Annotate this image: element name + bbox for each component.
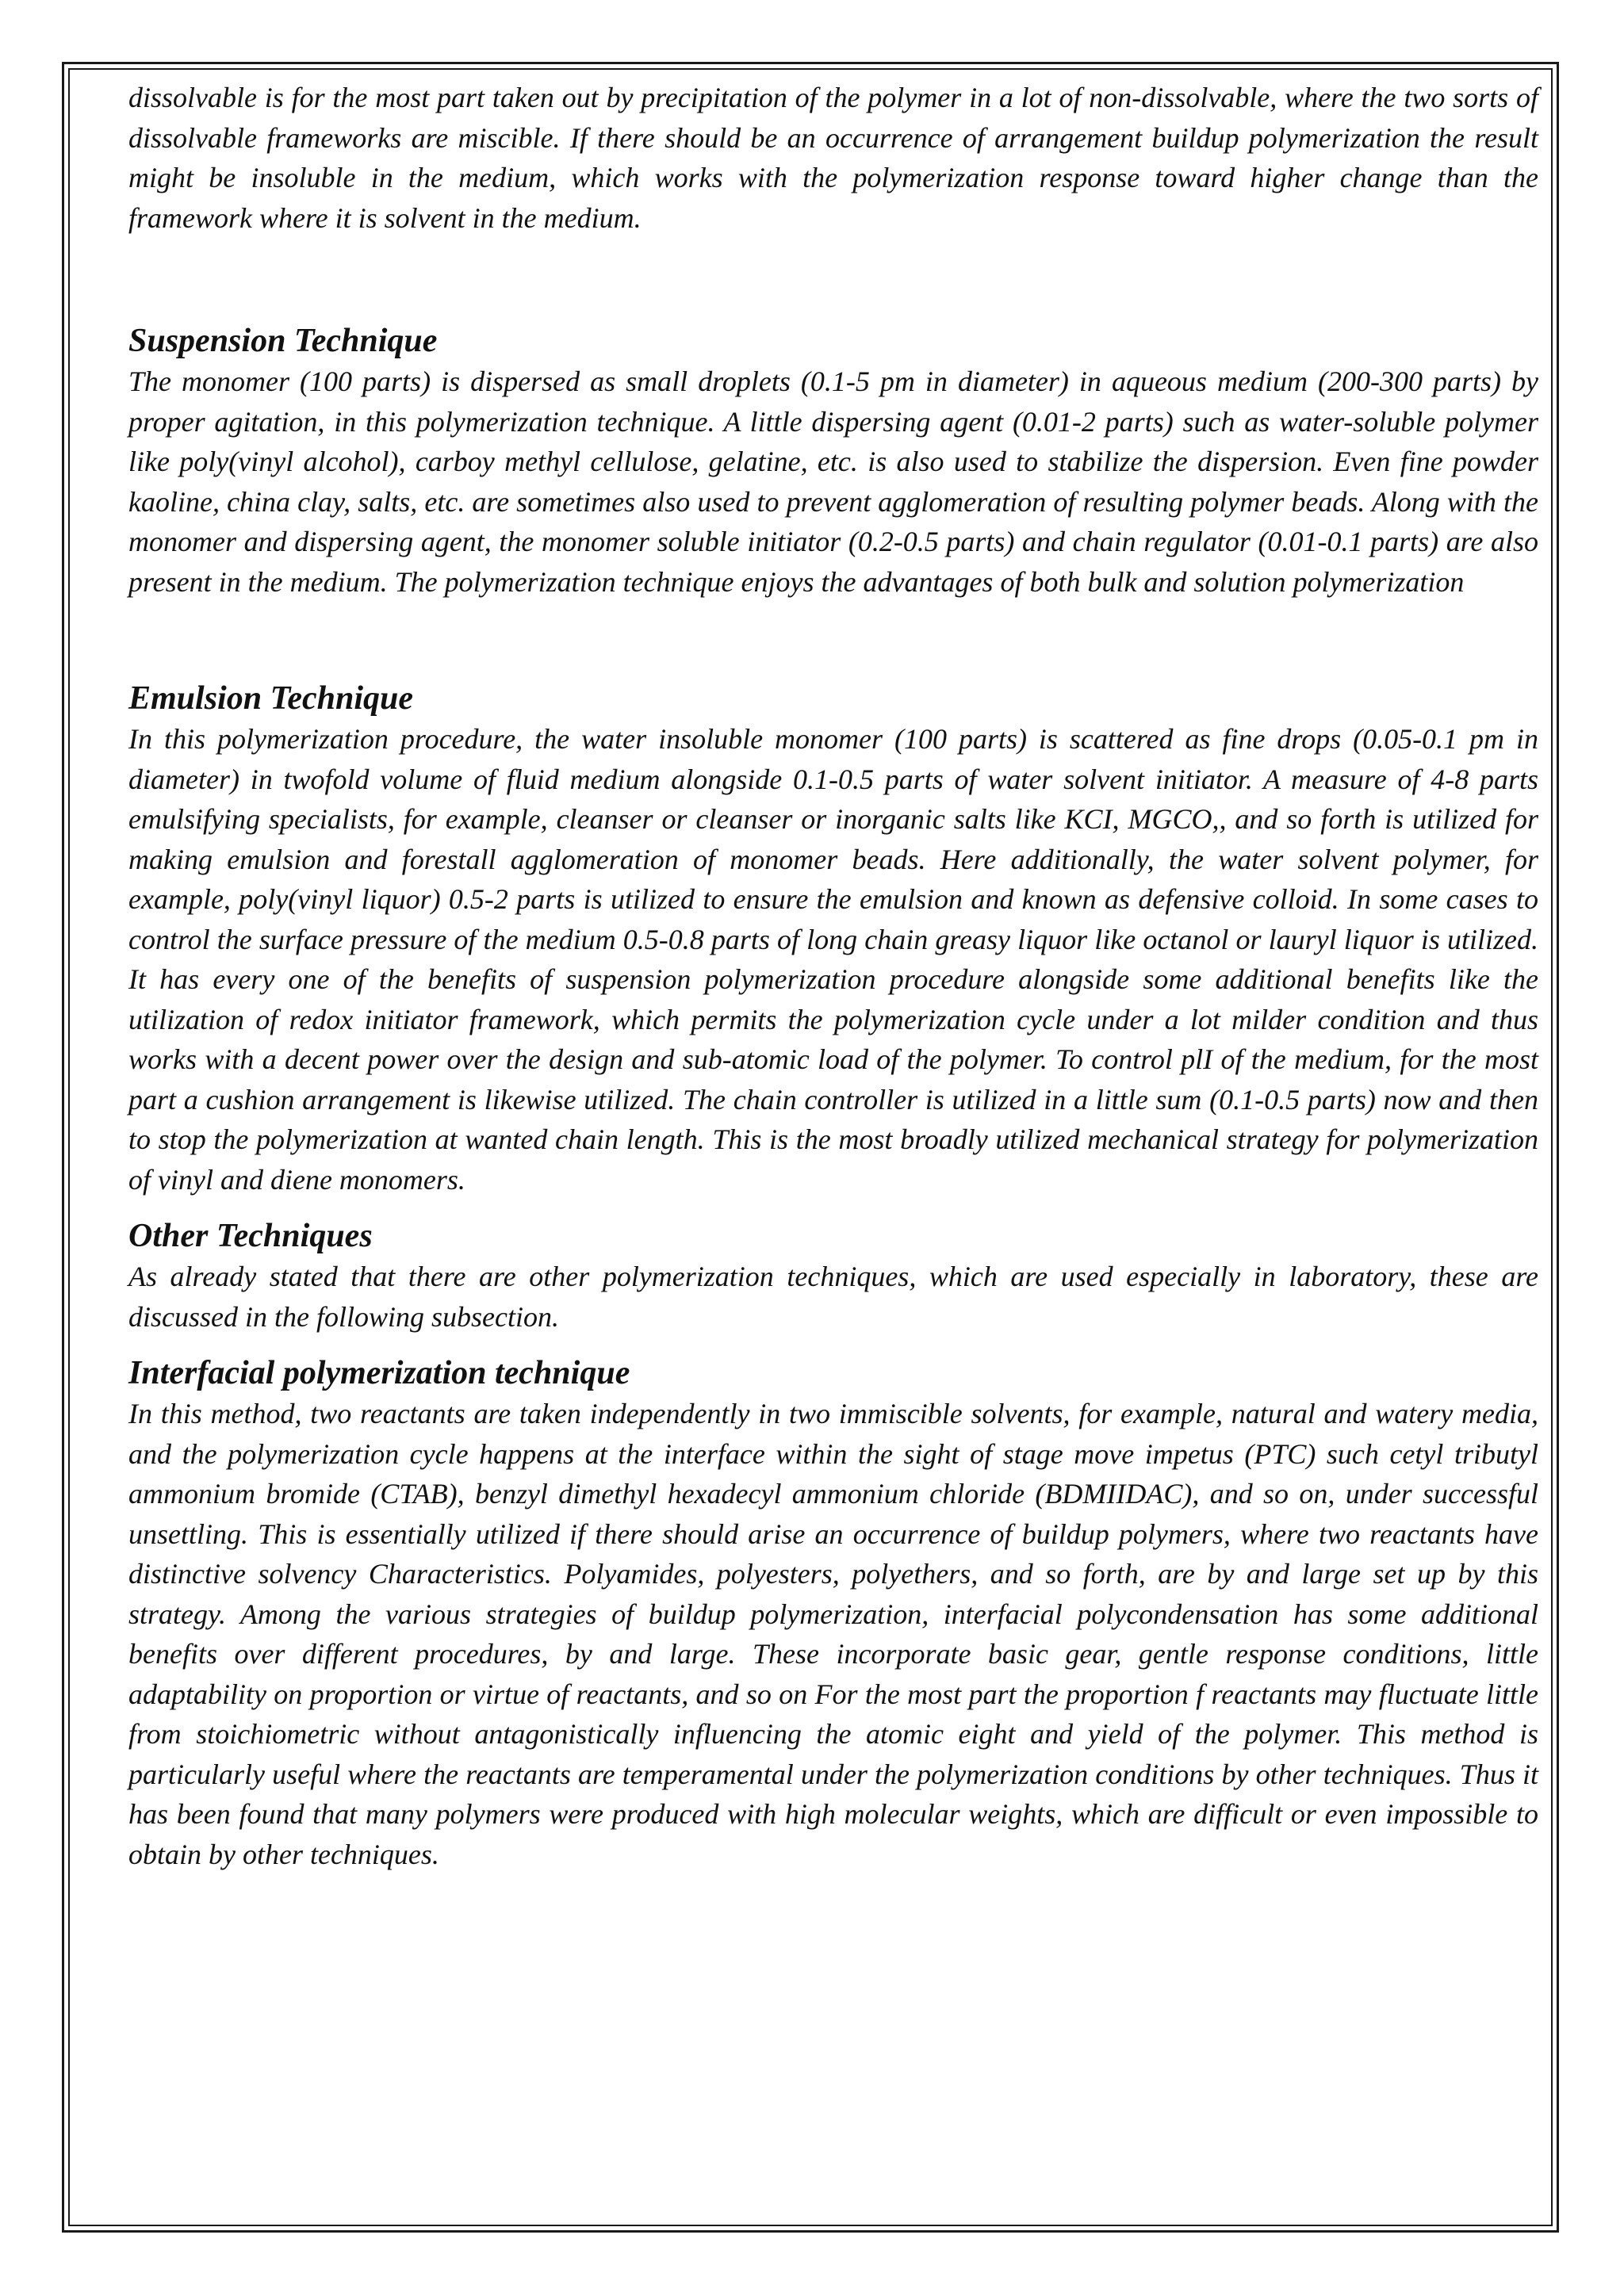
emulsion-technique-heading: Emulsion Technique [128,680,414,717]
interfacial-polymerization-heading: Interfacial polymerization technique [128,1355,630,1391]
document-body [128,78,1538,1874]
other-techniques-paragraph: As already stated that there are other polymerization techniques, which are used especially in laboratory, these are discussed in the following subsection. [128,1261,1538,1333]
intro-paragraph: dissolvable is for the most part taken out by precipitation of the polymer in a lot of non-dissolvable, where the two sorts of dissolvable frameworks are miscible. If there should be an occurrence of arrangement buildup polymerization the result might be insoluble in the medium, which works with the polymerization response toward higher change than the framework where it is solvent in the medium. [128,82,1538,234]
other-techniques-heading: Other Techniques [128,1218,373,1254]
suspension-technique-paragraph: The monomer (100 parts) is dispersed as small droplets (0.1-5 pm in diameter) in aqueous medium (200-300 parts) by proper agitation, in this polymerization technique. A little dispersing agent (0.01-2 parts) such as water-soluble polymer like poly(vinyl alcohol), carboy methyl cellulose, gelatine, etc. is also used to stabilize the dispersion. Even fine powder kaoline, china clay, salts, etc. are sometimes also used to prevent agglomeration of resulting polymer beads. Along with the monomer and dispersing agent, the monomer soluble initiator (0.2-0.5 parts) and chain regulator (0.01-0.1 parts) are also present in the medium. The polymerization technique enjoys the advantages of both bulk and solution polymerization [128,365,1538,598]
emulsion-technique-paragraph: In this polymerization procedure, the water insoluble monomer (100 parts) is scattered as fine drops (0.05-0.1 pm in diameter) in twofold volume of fluid medium alongside 0.1-0.5 parts of water solvent initiator. A measure of 4-8 parts emulsifying specialists, for example, cleanser or cleanser or inorganic salts like KCI, MGCO,, and so forth is utilized for making emulsion and forestall agglomeration of monomer beads. Here additionally, the water solvent polymer, for example, poly(vinyl liquor) 0.5-2 parts is utilized to ensure the emulsion and known as defensive colloid. In some cases to control the surface pressure of the medium 0.5-0.8 parts of long chain greasy liquor like octanol or lauryl liquor is utilized. It has every one of the benefits of suspension polymerization procedure alongside some additional benefits like the utilization of redox initiator framework, which permits the polymerization cycle under a lot milder condition and thus works with a decent power over the design and sub-atomic load of the polymer. To control plI of the medium, for the most part a cushion arrangement is likewise utilized. The chain controller is utilized in a little sum (0.1-0.5 parts) now and then to stop the polymerization at wanted chain length. This is the most broadly utilized mechanical strategy for polymerization of vinyl and diene monomers. [128,723,1538,1196]
interfacial-polymerization-paragraph: In this method, two reactants are taken independently in two immiscible solvents, for example, natural and watery media, and the polymerization cycle happens at the interface within the sight of stage move impetus (PTC) such cetyl tributyl ammonium bromide (CTAB), benzyl dimethyl hexadecyl ammonium chloride (BDMIIDAC), and so on, under successful unsettling. This is essentially utilized if there should arise an occurrence of buildup polymers, where two reactants have distinctive solvency Characteristics. Polyamides, polyesters, polyethers, and so forth, are by and large set up by this strategy. Among the various strategies of buildup polymerization, interfacial polycondensation has some additional benefits over different procedures, by and large. These incorporate basic gear, gentle response conditions, little adaptability on proportion or virtue of reactants, and so on For the most part the proportion f reactants may fluctuate little from stoichiometric without antagonistically influencing the atomic eight and yield of the polymer. This method is particularly useful where the reactants are temperamental under the polymerization conditions by other techniques. Thus it has been found that many polymers were produced with high molecular weights, which are difficult or even impossible to obtain by other techniques. [128,1398,1538,1870]
suspension-technique-heading: Suspension Technique [128,323,438,359]
